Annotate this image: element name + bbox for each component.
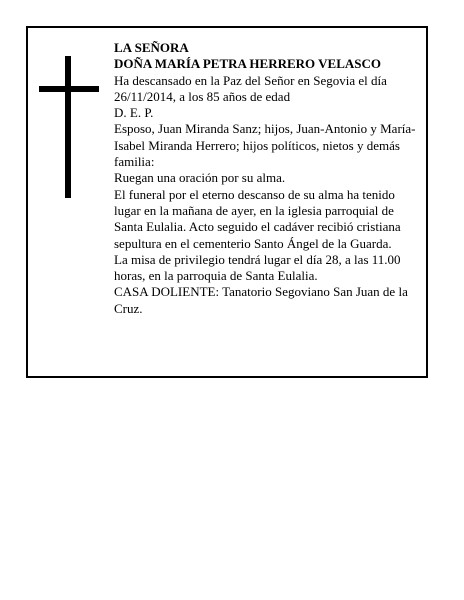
- cross-icon: [39, 56, 99, 198]
- notice-text: [114, 40, 419, 317]
- death-announcement: Ha descansado en la Paz del Señor en Segovia el día 26/11/2014, a los 85 años de edad: [114, 72, 387, 104]
- mourning-house: CASA DOLIENTE: Tanatorio Segoviano San Juan de la Cruz.: [114, 284, 408, 316]
- deceased-name: DOÑA MARÍA PETRA HERRERO VELASCO: [114, 56, 382, 72]
- cross-horizontal-bar: [39, 86, 99, 92]
- cross-vertical-bar: [65, 56, 71, 198]
- obituary-notice: [26, 26, 428, 378]
- rip-abbreviation: D. E. P.: [114, 105, 154, 121]
- notice-header-title: LA SEÑORA: [114, 40, 189, 55]
- funeral-details: El funeral por el eterno descanso de su alma ha tenido lugar en la mañana de ayer, en la iglesia parroquial de Santa Eulalia. Acto seguido el cadáver recibió cristiana sepultura en el cementerio Santo Ángel de la Guarda.: [114, 186, 401, 251]
- prayer-request: Ruegan una oración por su alma.: [114, 170, 286, 186]
- family-list: Esposo, Juan Miranda Sanz; hijos, Juan-Antonio y María-Isabel Miranda Herrero; hijos políticos, nietos y demás familia:: [114, 121, 416, 170]
- mass-details: La misa de privilegio tendrá lugar el día 28, a las 11.00 horas, en la parroquia de Santa Eulalia.: [114, 251, 401, 284]
